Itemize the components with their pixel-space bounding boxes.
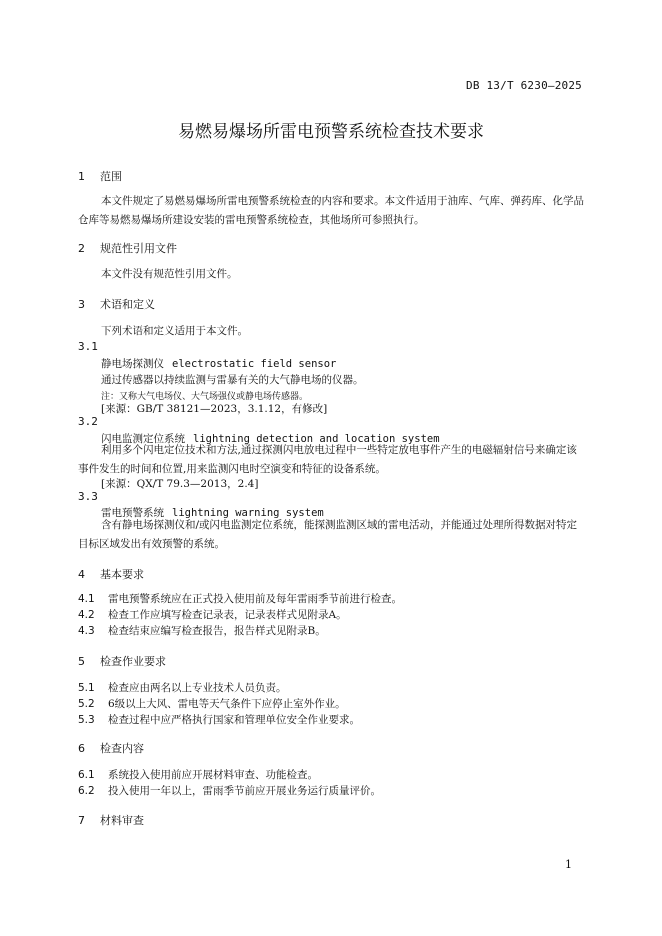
section-5-heading xyxy=(78,653,166,669)
item-number: 5.2 xyxy=(78,698,95,710)
list-item xyxy=(78,607,347,622)
term-en: lightning detection and location system xyxy=(193,433,440,445)
item-number: 5.3 xyxy=(78,714,95,726)
section-2-heading xyxy=(78,240,177,256)
term-en: electrostatic field sensor xyxy=(172,358,337,370)
term-note: 注：又称大气电场仪、大气场强仪或静电场传感器。 xyxy=(101,392,309,402)
term-cn: 闪电监测定位系统 xyxy=(101,433,185,445)
list-item xyxy=(78,712,360,727)
term-source: [来源：QX/T 79.3—2013，2.4] xyxy=(101,478,259,490)
list-item xyxy=(78,680,287,695)
section-title: 检查内容 xyxy=(100,742,144,755)
section-title: 检查作业要求 xyxy=(100,655,166,668)
term-name xyxy=(101,356,336,371)
section-7-heading xyxy=(78,812,144,828)
section-number: 5 xyxy=(78,655,85,668)
term-cn: 雷电预警系统 xyxy=(101,507,164,519)
item-number: 4.3 xyxy=(78,625,95,637)
list-item xyxy=(78,591,402,606)
section-3-intro: 下列术语和定义适用于本文件。 xyxy=(101,325,248,337)
term-en: lightning warning system xyxy=(172,507,324,519)
document-title: 易燃易爆场所雷电预警系统检查技术要求 xyxy=(178,122,484,142)
section-title: 范围 xyxy=(100,170,122,183)
term-number: 3.3 xyxy=(78,490,98,503)
section-title: 基本要求 xyxy=(100,568,144,581)
item-text: 检查工作应填写检查记录表，记录表样式见附录A。 xyxy=(108,609,347,621)
list-item xyxy=(78,767,318,782)
section-title: 材料审查 xyxy=(100,814,144,827)
section-number: 3 xyxy=(78,298,85,311)
section-1-heading xyxy=(78,168,122,184)
section-number: 6 xyxy=(78,742,85,755)
section-1-text: 本文件规定了易燃易爆场所雷电预警系统检查的内容和要求。本文件适用于油库、气库、弹药库、化学品仓库等易燃易爆场所建设安装的雷电预警系统检查，其他场所可参照执行。 xyxy=(78,195,584,226)
section-title: 术语和定义 xyxy=(100,298,155,311)
item-text: 检查结束应编写检查报告，报告样式见附录B。 xyxy=(108,625,326,637)
page-number: 1 xyxy=(565,858,572,871)
term-cn: 静电场探测仪 xyxy=(101,358,164,370)
section-number: 2 xyxy=(78,242,85,255)
section-title: 规范性引用文件 xyxy=(100,242,177,255)
list-item xyxy=(78,623,326,638)
item-number: 6.2 xyxy=(78,785,95,797)
list-item xyxy=(78,783,381,798)
section-3-heading xyxy=(78,296,155,312)
section-number: 4 xyxy=(78,568,85,581)
item-text: 雷电预警系统应在正式投入使用前及每年雷雨季节前进行检查。 xyxy=(108,593,402,605)
term-number: 3.2 xyxy=(78,415,98,428)
term-definition: 含有静电场探测仪和/或闪电监测定位系统，能探测监测区域的雷电活动，并能通过处理所得数据对特定目标区域发出有效预警的系统。 xyxy=(78,519,578,550)
section-2-text: 本文件没有规范性引用文件。 xyxy=(101,268,238,280)
list-item xyxy=(78,696,346,711)
item-text: 系统投入使用前应开展材料审查、功能检查。 xyxy=(108,769,318,781)
item-text: 检查应由两名以上专业技术人员负责。 xyxy=(108,682,287,694)
term-definition: 利用多个闪电定位技术和方法,通过探测闪电放电过程中一些特定放电事件产生的电磁辐射信号来确定该事件发生的时间和位置,用来监测闪电时空演变和特征的设备系统。 xyxy=(78,444,577,475)
section-4-heading xyxy=(78,566,144,582)
section-number: 1 xyxy=(78,170,85,183)
item-number: 5.1 xyxy=(78,682,95,694)
item-number: 4.2 xyxy=(78,609,95,621)
item-text: 检查过程中应严格执行国家和管理单位安全作业要求。 xyxy=(108,714,360,726)
term-source: [来源：GB/T 38121—2023，3.1.12，有修改] xyxy=(101,403,328,415)
section-number: 7 xyxy=(78,814,85,827)
item-text: 6级以上大风、雷电等天气条件下应停止室外作业。 xyxy=(108,698,346,710)
item-text: 投入使用一年以上，雷雨季节前应开展业务运行质量评价。 xyxy=(108,785,381,797)
item-number: 6.1 xyxy=(78,769,95,781)
term-definition: 通过传感器以持续监测与雷暴有关的大气静电场的仪器。 xyxy=(101,374,364,386)
section-6-heading xyxy=(78,740,144,756)
term-number: 3.1 xyxy=(78,340,98,353)
standard-number: DB 13/T 6230—2025 xyxy=(466,79,582,92)
item-number: 4.1 xyxy=(78,593,95,605)
